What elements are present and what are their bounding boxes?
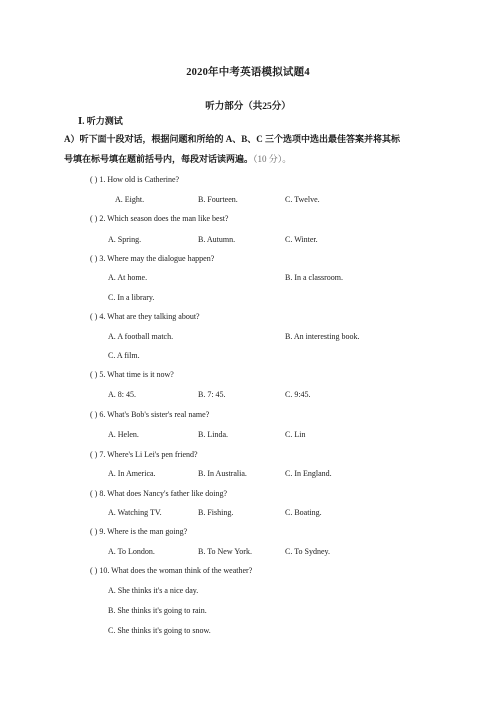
question-stem-7: ( ) 7. Where's Li Lei's pen friend?: [90, 450, 198, 459]
instruction-points: （10 分）。: [253, 154, 292, 164]
q9-option-b: B. To New York.: [198, 547, 252, 556]
question-stem-6: ( ) 6. What's Bob's sister's real name?: [90, 410, 210, 419]
q4-option-a: A. A football match.: [108, 332, 174, 341]
q6-option-a: A. Helen.: [108, 430, 139, 439]
q10-option-a: A. She thinks it's a nice day.: [108, 586, 199, 595]
instruction-text-1: A）听下面十段对话，根据问题和所给的 A、B、C 三个选项中选出最佳答案并将其标: [64, 134, 401, 144]
q9-option-c: C. To Sydney.: [285, 547, 330, 556]
q5-option-c: C. 9:45.: [285, 390, 311, 399]
q3-option-b: B. In a classroom.: [285, 273, 343, 282]
question-stem-5: ( ) 5. What time is it now?: [90, 370, 174, 379]
q1-option-c: C. Twelve.: [285, 195, 320, 204]
q5-option-a: A. 8: 45.: [108, 390, 136, 399]
question-stem-1: ( ) 1. How old is Catherine?: [90, 175, 180, 184]
question-stem-4: ( ) 4. What are they talking about?: [90, 312, 200, 321]
q8-option-b: B. Fishing.: [198, 508, 234, 517]
section-heading: Ⅰ. 听力测试: [78, 116, 123, 126]
q2-option-b: B. Autumn.: [198, 235, 236, 244]
q2-option-a: A. Spring.: [108, 235, 142, 244]
instruction-line-1: [64, 131, 434, 148]
q6-option-b: B. Linda.: [198, 430, 228, 439]
question-stem-3: ( ) 3. Where may the dialogue happen?: [90, 254, 215, 263]
q10-option-c: C. She thinks it's going to snow.: [108, 626, 211, 635]
q3-option-a: A. At home.: [108, 273, 148, 282]
q7-option-a: A. In America.: [108, 469, 156, 478]
q4-option-b: B. An interesting book.: [285, 332, 360, 341]
question-stem-2: ( ) 2. Which season does the man like best?: [90, 214, 229, 223]
q7-option-c: C. In England.: [285, 469, 332, 478]
q8-option-c: C. Boating.: [285, 508, 322, 517]
q3-option-c: C. In a library.: [108, 293, 155, 302]
question-stem-9: ( ) 9. Where is the man going?: [90, 527, 188, 536]
q8-option-a: A. Watching TV.: [108, 508, 162, 517]
q1-option-a: A. Eight.: [115, 195, 145, 204]
q5-option-b: B. 7: 45.: [198, 390, 226, 399]
page-title: 2020年中考英语模拟试题4: [186, 67, 310, 78]
question-stem-8: ( ) 8. What does Nancy's father like doing?: [90, 489, 228, 498]
q10-option-b: B. She thinks it's going to rain.: [108, 606, 207, 615]
question-stem-10: ( ) 10. What does the woman think of the weather?: [90, 566, 253, 575]
instruction-line-2: [64, 151, 434, 168]
q4-option-c: C. A film.: [108, 351, 140, 360]
q6-option-c: C. Lin: [285, 430, 306, 439]
section-subtitle: 听力部分（共25分）: [205, 102, 291, 112]
q2-option-c: C. Winter.: [285, 235, 318, 244]
q7-option-b: B. In Australia.: [198, 469, 247, 478]
instruction-text-2: 号填在标号填在题前括号内，每段对话读两遍。: [64, 154, 254, 164]
q1-option-b: B. Fourteen.: [198, 195, 238, 204]
q9-option-a: A. To London.: [108, 547, 155, 556]
